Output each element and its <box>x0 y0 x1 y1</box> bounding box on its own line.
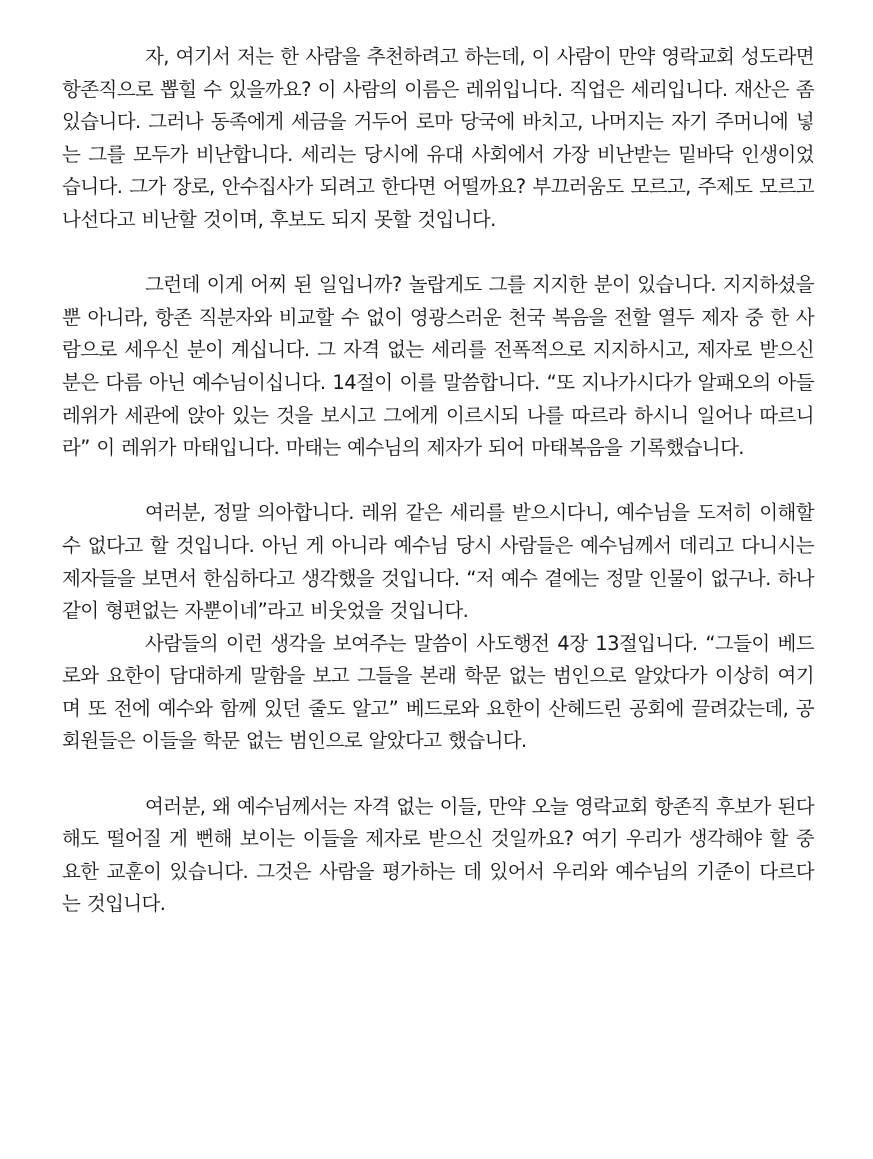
paragraph-5: 여러분, 왜 예수님께서는 자격 없는 이들, 만약 오늘 영락교회 항존직 후보가 된다 해도 떨어질 게 뻔해 보이는 이들을 제자로 받으신 것일까요? 여기 우리가 생각해야 할 중요한 교훈이 있습니다. 그것은 사람을 평가하는 데 있어서 우리와 예수님의 기준이 다르다는 것입니다. <box>62 794 814 916</box>
document-page <box>62 41 814 921</box>
paragraph-gap <box>62 465 814 498</box>
paragraph-gap <box>62 758 814 791</box>
paragraph-4: 사람들의 이런 생각을 보여주는 말씀이 사도행전 4장 13절입니다. “그들이 베드로와 요한이 담대하게 말함을 보고 그들을 본래 학문 없는 범인으로 알았다가 이상히 여기며 또 전에 예수와 함께 있던 줄도 알고” 베드로와 요한이 산헤드린 공회에 끌려갔는데, 공회원들은 이들을 학문 없는 범인으로 알았다고 했습니다. <box>62 631 814 753</box>
paragraph-gap <box>62 237 814 270</box>
paragraph-1: 자, 여기서 저는 한 사람을 추천하려고 하는데, 이 사람이 만약 영락교회 성도라면 항존직으로 뽑힐 수 있을까요? 이 사람의 이름은 레위입니다. 직업은 세리입니다. 재산은 좀 있습니다. 그러나 동족에게 세금을 거두어 로마 당국에 바치고, 나머지는 자기 주머니에 넣는 그를 모두가 비난합니다. 세리는 당시에 유대 사회에서 가장 비난받는 밑바닥 인생이었습니다. 그가 장로, 안수집사가 되려고 한다면 어떨까요? 부끄러움도 모르고, 주제도 모르고 나선다고 비난할 것이며, 후보도 되지 못할 것입니다. <box>62 45 814 231</box>
paragraph-2: 그런데 이게 어찌 된 일입니까? 놀랍게도 그를 지지한 분이 있습니다. 지지하셨을 뿐 아니라, 항존 직분자와 비교할 수 없이 영광스러운 천국 복음을 전할 열두 제자 중 한 사람으로 세우신 분이 계십니다. 그 자격 없는 세리를 전폭적으로 지지하시고, 제자로 받으신 분은 다름 아닌 예수님이십니다. 14절이 이를 말씀합니다. “또 지나가시다가 알패오의 아들 레위가 세관에 앉아 있는 것을 보시고 그에게 이르시되 나를 따르라 하시니 일어나 따르니라” 이 레위가 마태입니다. 마태는 예수님의 제자가 되어 마태복음을 기록했습니다. <box>62 273 814 460</box>
paragraph-3: 여러분, 정말 의아합니다. 레위 같은 세리를 받으시다니, 예수님을 도저히 이해할 수 없다고 할 것입니다. 아닌 게 아니라 예수님 당시 사람들은 예수님께서 데리고 다니시는 제자들을 보면서 한심하다고 생각했을 것입니다. “저 예수 곁에는 정말 인물이 없구나. 하나같이 형편없는 자뿐이네”라고 비웃었을 것입니다. <box>62 501 814 623</box>
